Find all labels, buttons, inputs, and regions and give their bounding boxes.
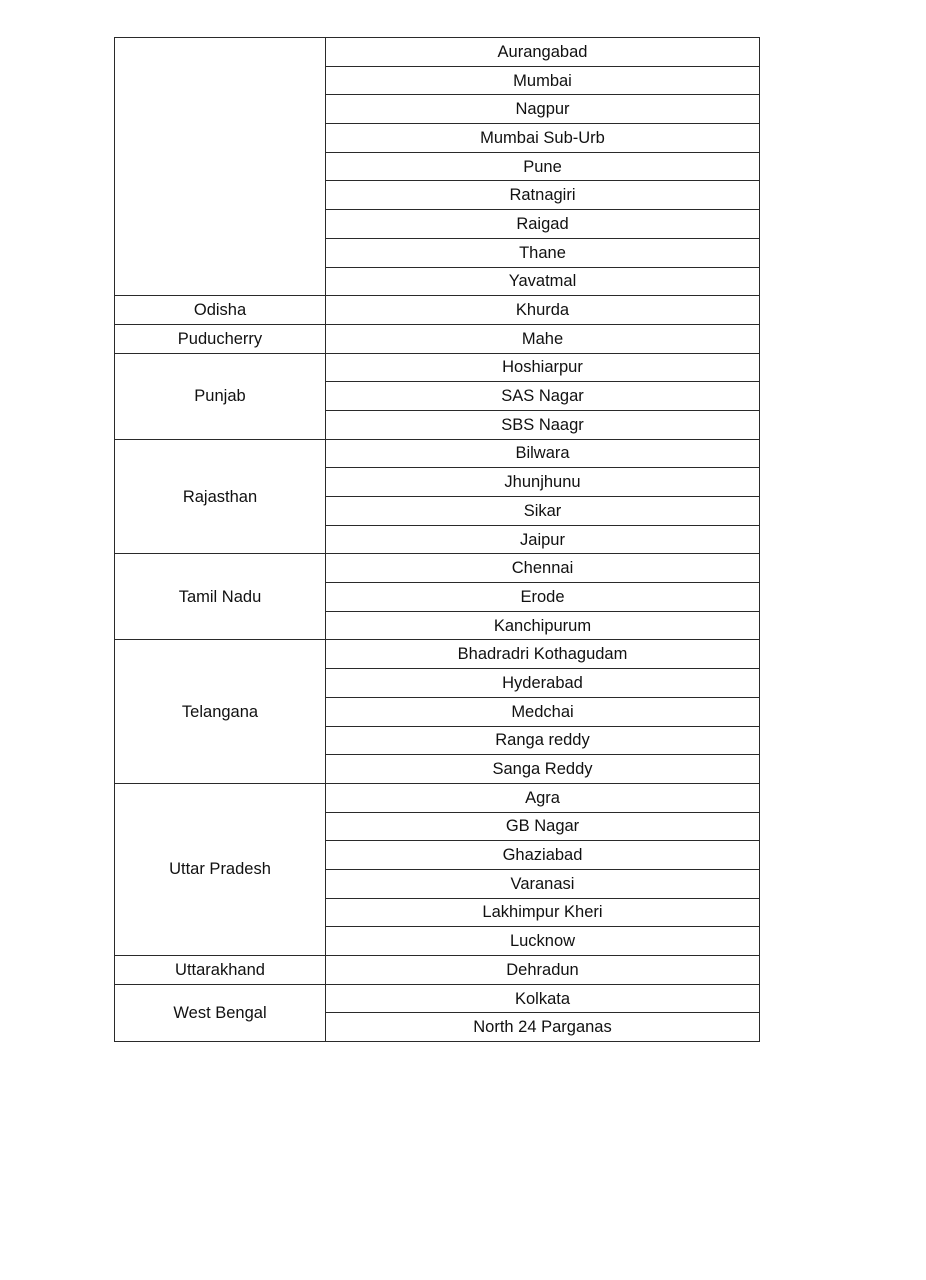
table-row xyxy=(115,984,760,1013)
district-name-cell: Raigad xyxy=(326,210,760,239)
district-name-cell: Dehradun xyxy=(326,956,760,985)
state-name-cell: Odisha xyxy=(115,296,326,325)
district-name-cell: Khurda xyxy=(326,296,760,325)
state-name-cell: Telangana xyxy=(115,640,326,783)
district-name-cell: SBS Naagr xyxy=(326,410,760,439)
district-name-cell: Nagpur xyxy=(326,95,760,124)
district-name-cell: Aurangabad xyxy=(326,38,760,67)
table-body xyxy=(115,38,760,1042)
table-row xyxy=(115,324,760,353)
state-name-cell: Uttar Pradesh xyxy=(115,783,326,955)
district-name-cell: Hyderabad xyxy=(326,669,760,698)
district-name-cell: Mumbai Sub-Urb xyxy=(326,124,760,153)
district-name-cell: Ghaziabad xyxy=(326,841,760,870)
district-name-cell: GB Nagar xyxy=(326,812,760,841)
district-name-cell: Agra xyxy=(326,783,760,812)
state-name-cell: Rajasthan xyxy=(115,439,326,554)
district-name-cell: Yavatmal xyxy=(326,267,760,296)
district-name-cell: Sanga Reddy xyxy=(326,755,760,784)
district-name-cell: Medchai xyxy=(326,697,760,726)
district-name-cell: North 24 Parganas xyxy=(326,1013,760,1042)
district-name-cell: Mahe xyxy=(326,324,760,353)
district-name-cell: Mumbai xyxy=(326,66,760,95)
state-name-cell: Tamil Nadu xyxy=(115,554,326,640)
table-row xyxy=(115,439,760,468)
table-row xyxy=(115,38,760,67)
state-name-cell: West Bengal xyxy=(115,984,326,1041)
table-row xyxy=(115,956,760,985)
district-name-cell: Jaipur xyxy=(326,525,760,554)
district-name-cell: Sikar xyxy=(326,497,760,526)
table-row xyxy=(115,783,760,812)
table-row xyxy=(115,353,760,382)
district-name-cell: Bhadradri Kothagudam xyxy=(326,640,760,669)
district-name-cell: SAS Nagar xyxy=(326,382,760,411)
district-name-cell: Kanchipurum xyxy=(326,611,760,640)
state-name-cell: Puducherry xyxy=(115,324,326,353)
table-row xyxy=(115,554,760,583)
table-row xyxy=(115,640,760,669)
state-district-table xyxy=(114,37,760,1042)
district-name-cell: Kolkata xyxy=(326,984,760,1013)
district-name-cell: Varanasi xyxy=(326,869,760,898)
district-name-cell: Chennai xyxy=(326,554,760,583)
district-name-cell: Pune xyxy=(326,152,760,181)
district-name-cell: Lakhimpur Kheri xyxy=(326,898,760,927)
table-row xyxy=(115,296,760,325)
district-name-cell: Erode xyxy=(326,583,760,612)
state-name-cell: Punjab xyxy=(115,353,326,439)
state-name-cell xyxy=(115,38,326,296)
district-name-cell: Bilwara xyxy=(326,439,760,468)
district-name-cell: Jhunjhunu xyxy=(326,468,760,497)
district-name-cell: Ratnagiri xyxy=(326,181,760,210)
district-name-cell: Ranga reddy xyxy=(326,726,760,755)
state-name-cell: Uttarakhand xyxy=(115,956,326,985)
district-name-cell: Hoshiarpur xyxy=(326,353,760,382)
district-name-cell: Lucknow xyxy=(326,927,760,956)
district-name-cell: Thane xyxy=(326,238,760,267)
